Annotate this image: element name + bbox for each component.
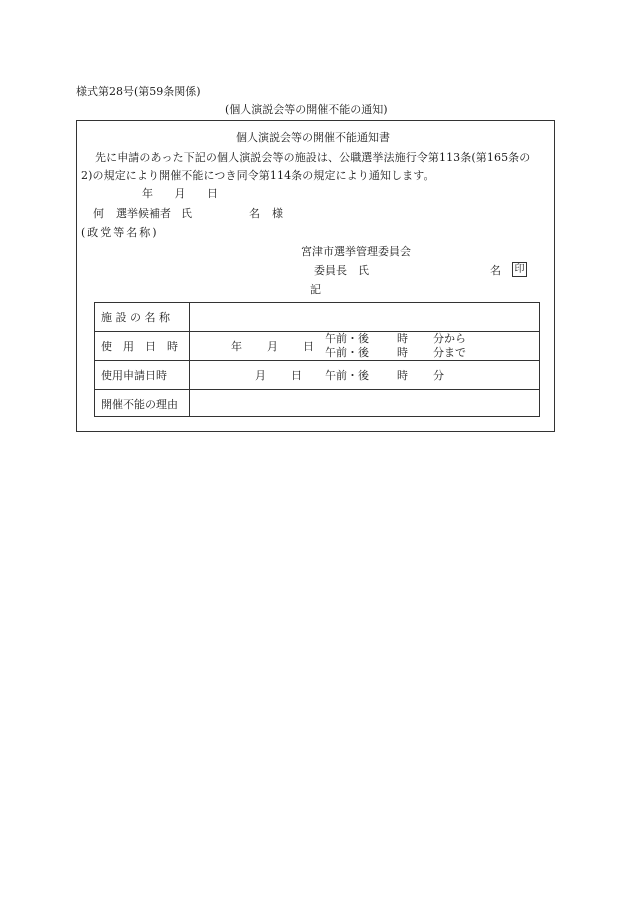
committee-name: 宮津市選挙管理委員会 (301, 245, 411, 258)
chair-label: 委員長 氏 (314, 264, 369, 277)
usage-year: 年 (231, 340, 242, 353)
row-label-usage-datetime: 使 用 日 時 (101, 340, 178, 353)
form-number: 様式第28号(第59条関係) (76, 85, 201, 98)
table-row-divider (95, 331, 539, 332)
date-month: 月 (174, 187, 186, 200)
row-label-cancellation-reason: 開催不能の理由 (101, 398, 178, 411)
application-ampm: 午前・後 (325, 369, 369, 382)
notice-date (142, 188, 218, 199)
usage-end-minute: 分まで (433, 346, 466, 359)
usage-end-ampm: 午前・後 (325, 346, 369, 359)
notice-body-line-1: 先に申請のあった下記の個人演説会等の施設は、公職選挙法施行令第113条(第165条の (95, 151, 531, 164)
notice-body-line-2: 2)の規定により開催不能につき同令第114条の規定により通知します。 (81, 169, 435, 182)
usage-start-minute: 分から (433, 332, 466, 345)
usage-start-ampm: 午前・後 (325, 332, 369, 345)
addressee-name: 名 (249, 207, 260, 220)
notice-title: 個人演説会等の開催不能通知書 (236, 131, 390, 144)
application-month: 月 (255, 369, 266, 382)
table-row-divider (95, 389, 539, 390)
row-label-application-datetime: 使用申請日時 (101, 369, 167, 382)
addressee-prefix: 何 (93, 207, 104, 220)
party-name-label: (政党等名称) (81, 226, 159, 239)
usage-end-hour: 時 (397, 346, 408, 359)
application-hour: 時 (397, 369, 408, 382)
addressee (93, 207, 283, 220)
ki-heading: 記 (310, 283, 321, 296)
addressee-honorific: 様 (272, 207, 283, 220)
seal-stamp-mark: 印 (512, 262, 527, 277)
table-row-divider (95, 360, 539, 361)
details-table (94, 302, 540, 417)
usage-day: 日 (303, 340, 314, 353)
application-minute: 分 (433, 369, 444, 382)
addressee-shi: 氏 (181, 207, 192, 220)
form-subtitle: (個人演説会等の開催不能の通知) (225, 103, 388, 116)
usage-start-hour: 時 (397, 332, 408, 345)
chair-name-label: 名 (490, 264, 501, 277)
addressee-role: 選挙候補者 (116, 207, 171, 220)
usage-month: 月 (267, 340, 278, 353)
date-day: 日 (207, 187, 218, 200)
date-year: 年 (142, 187, 153, 200)
row-label-facility-name: 施 設 の 名 称 (101, 311, 170, 324)
application-day: 日 (291, 369, 302, 382)
